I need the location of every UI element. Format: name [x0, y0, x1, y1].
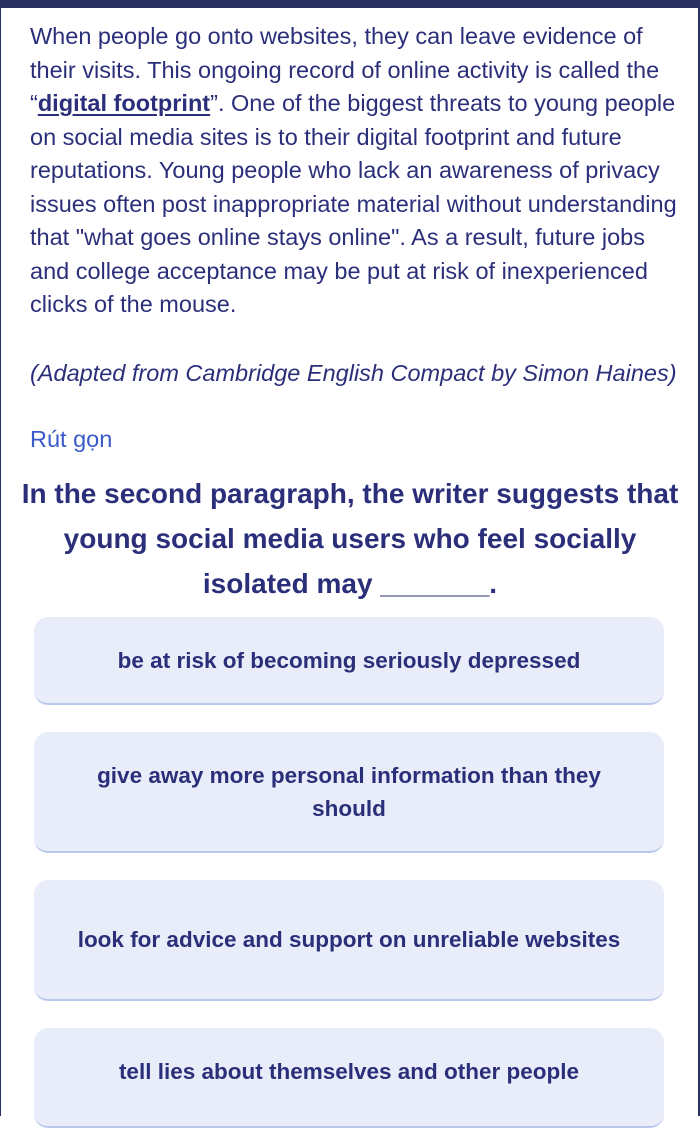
passage-text-start: When people go onto websites, they can leave evidence of their visits. This ongoing record of online activity is called the “ — [30, 23, 660, 116]
passage-text-end: ”. One of the biggest threats to young people on social media sites is to their digital footprint and future reputations. Young people who lack an awareness of privacy issues often post inappropriate material without understanding that "what goes online stays online". As a result, future jobs and college acceptance may be put at risk of inexperienced clicks of the mouse. — [30, 90, 677, 317]
passage-citation: (Adapted from Cambridge English Compact by Simon Haines) — [30, 360, 677, 386]
left-border — [0, 8, 1, 1116]
top-border — [0, 0, 700, 8]
answer-options — [34, 617, 664, 1128]
reading-passage — [30, 20, 678, 322]
question-text: In the second paragraph, the writer suggests that young social media users who feel socially isolated may _______. — [21, 478, 679, 599]
answer-option-2[interactable]: give away more personal information than they should — [34, 732, 664, 853]
answer-option-3[interactable]: look for advice and support on unreliable websites — [34, 880, 664, 1001]
collapse-link[interactable]: Rút gọn — [30, 426, 113, 452]
answer-option-4[interactable]: tell lies about themselves and other people — [34, 1028, 664, 1128]
answer-option-1[interactable]: be at risk of becoming seriously depressed — [34, 617, 664, 705]
passage-key-term: digital footprint — [37, 90, 211, 116]
